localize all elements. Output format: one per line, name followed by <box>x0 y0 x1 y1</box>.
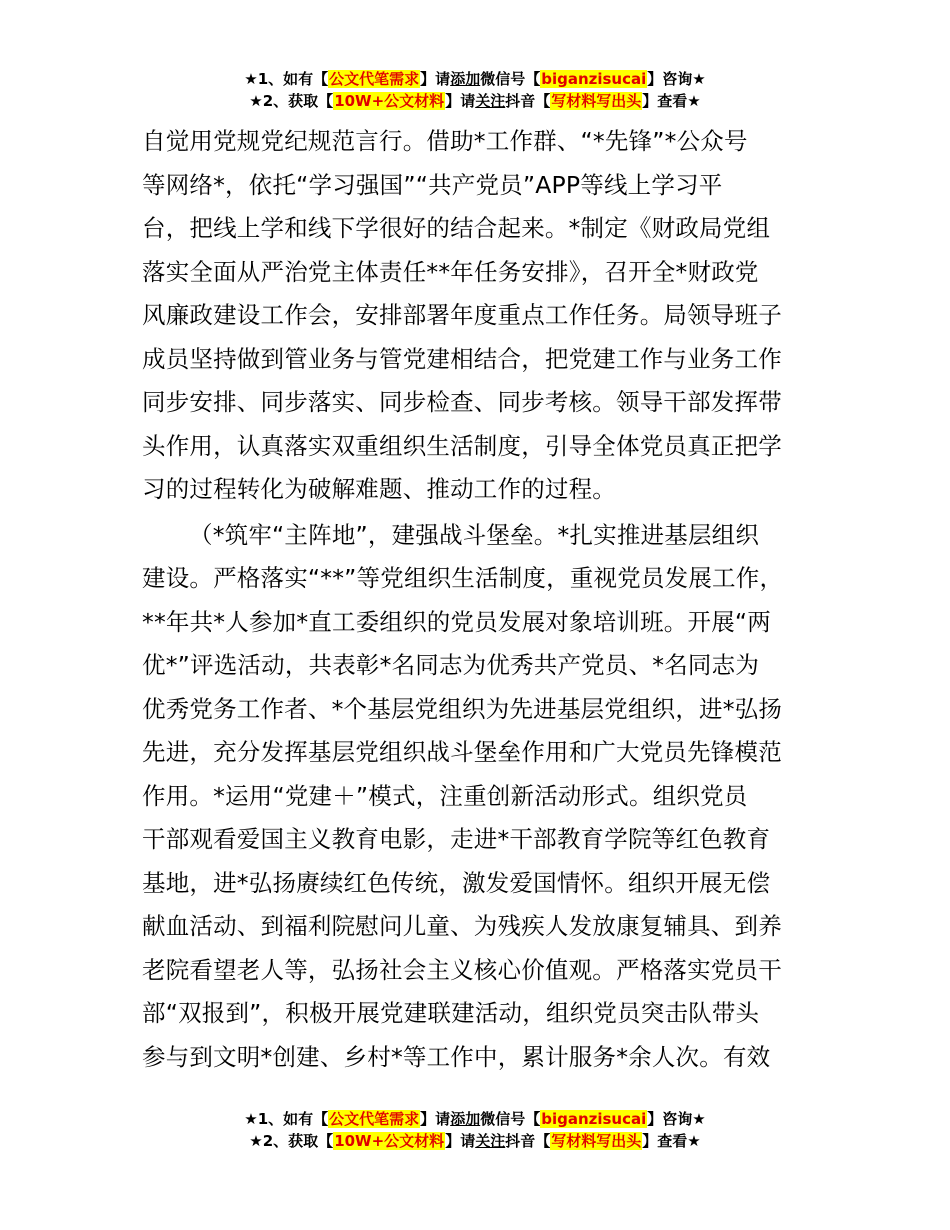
text-line: 优秀党务工作者、*个基层党组织为先进基层党组织，进*弘扬 <box>142 694 783 723</box>
text-line: （*筑牢“主阵地”，建强战斗堡垒。*扎实推进基层组织 <box>189 520 760 549</box>
text-line: 作用。*运用“党建＋”模式，注重创新活动形式。组织党员 <box>142 781 748 810</box>
banner-text: 】咨询★ <box>647 70 706 88</box>
text-line: 部“双报到”，积极开展党建联建活动，组织党员突击队带头 <box>142 999 760 1027</box>
banner-text: 微信号【 <box>480 70 541 88</box>
header-banner <box>0 68 950 112</box>
text-line: 优*”评选活动，共表彰*名同志为优秀共产党员、*名同志为 <box>142 651 760 679</box>
text-line: 建设。严格落实“**”等党组织生活制度，重视党员发展工作， <box>142 564 784 592</box>
banner-text: ★2、获取【 <box>249 1132 334 1150</box>
banner-highlight: 写材料写出头 <box>551 1132 642 1150</box>
banner-highlight: biganzisucai <box>541 70 647 88</box>
text-line: 干部观看爱国主义教育电影，走进*干部教育学院等红色教育 <box>142 825 771 853</box>
banner-text: 】请 <box>445 1132 476 1150</box>
paragraph-section <box>142 514 822 1080</box>
text-line: 头作用，认真落实双重组织生活制度，引导全体党员真正把学 <box>142 431 782 460</box>
banner-text: 】咨询★ <box>647 1110 706 1128</box>
text-line: **年共*人参加*直工委组织的党员发展对象培训班。开展“两 <box>142 607 771 636</box>
banner-highlight: 写材料写出头 <box>551 92 642 110</box>
banner-underlined-text: 添加 <box>450 1110 481 1128</box>
banner-highlight: 10W+公文材料 <box>334 92 445 110</box>
banner-text: 】查看★ <box>642 92 701 110</box>
document-body <box>142 120 822 1079</box>
text-line: 先进，充分发挥基层党组织战斗堡垒作用和广大党员先锋模范 <box>142 738 782 766</box>
text-line: 献血活动、到福利院慰问儿童、为残疾人发放康复辅具、到养 <box>142 912 782 940</box>
banner-highlight: biganzisucai <box>541 1110 647 1128</box>
banner-text: 抖音【 <box>505 92 551 110</box>
text-line: 等网络*，依托“学习强国”“共产党员”APP等线上学习平 <box>142 170 723 199</box>
text-line: 成员坚持做到管业务与管党建相结合，把党建工作与业务工作 <box>142 344 782 373</box>
footer-banner-line-1 <box>0 1108 950 1130</box>
banner-highlight: 公文代笔需求 <box>329 1110 420 1128</box>
text-line: 台，把线上学和线下学很好的结合起来。*制定《财政局党组 <box>142 214 771 242</box>
banner-text: ★2、获取【 <box>249 92 334 110</box>
banner-text: 抖音【 <box>505 1132 551 1150</box>
paragraph-continuation <box>142 120 822 512</box>
banner-underlined-text: 关注 <box>475 92 506 110</box>
banner-highlight: 公文代笔需求 <box>329 70 420 88</box>
banner-text: ★1、如有【 <box>244 70 329 88</box>
text-line: 自觉用党规党纪规范言行。借助*工作群、“*先锋”*公众号 <box>142 127 748 155</box>
banner-text: 微信号【 <box>480 1110 541 1128</box>
header-banner-line-1 <box>0 68 950 90</box>
banner-underlined-text: 添加 <box>450 70 481 88</box>
text-line: 基地，进*弘扬赓续红色传统，激发爱国情怀。组织开展无偿 <box>142 868 771 897</box>
text-line: 落实全面从严治党主体责任**年任务安排》，召开全*财政党 <box>142 257 759 286</box>
footer-banner-line-2 <box>0 1130 950 1152</box>
banner-text: 】请 <box>445 92 476 110</box>
banner-text: ★1、如有【 <box>244 1110 329 1128</box>
header-banner-line-2 <box>0 90 950 112</box>
banner-text: 】查看★ <box>642 1132 701 1150</box>
text-line: 风廉政建设工作会，安排部署年度重点工作任务。局领导班子 <box>142 301 782 329</box>
text-line: 同步安排、同步落实、同步检查、同步考核。领导干部发挥带 <box>142 388 782 416</box>
banner-text: 】请 <box>420 1110 451 1128</box>
text-line: 老院看望老人等，弘扬社会主义核心价值观。严格落实党员干 <box>142 955 782 984</box>
footer-banner <box>0 1108 950 1152</box>
text-line: 参与到文明*创建、乡村*等工作中，累计服务*余人次。有效 <box>142 1042 771 1071</box>
banner-underlined-text: 关注 <box>475 1132 506 1150</box>
banner-highlight: 10W+公文材料 <box>334 1132 445 1150</box>
text-line: 习的过程转化为破解难题、推动工作的过程。 <box>142 475 616 503</box>
banner-text: 】请 <box>420 70 451 88</box>
